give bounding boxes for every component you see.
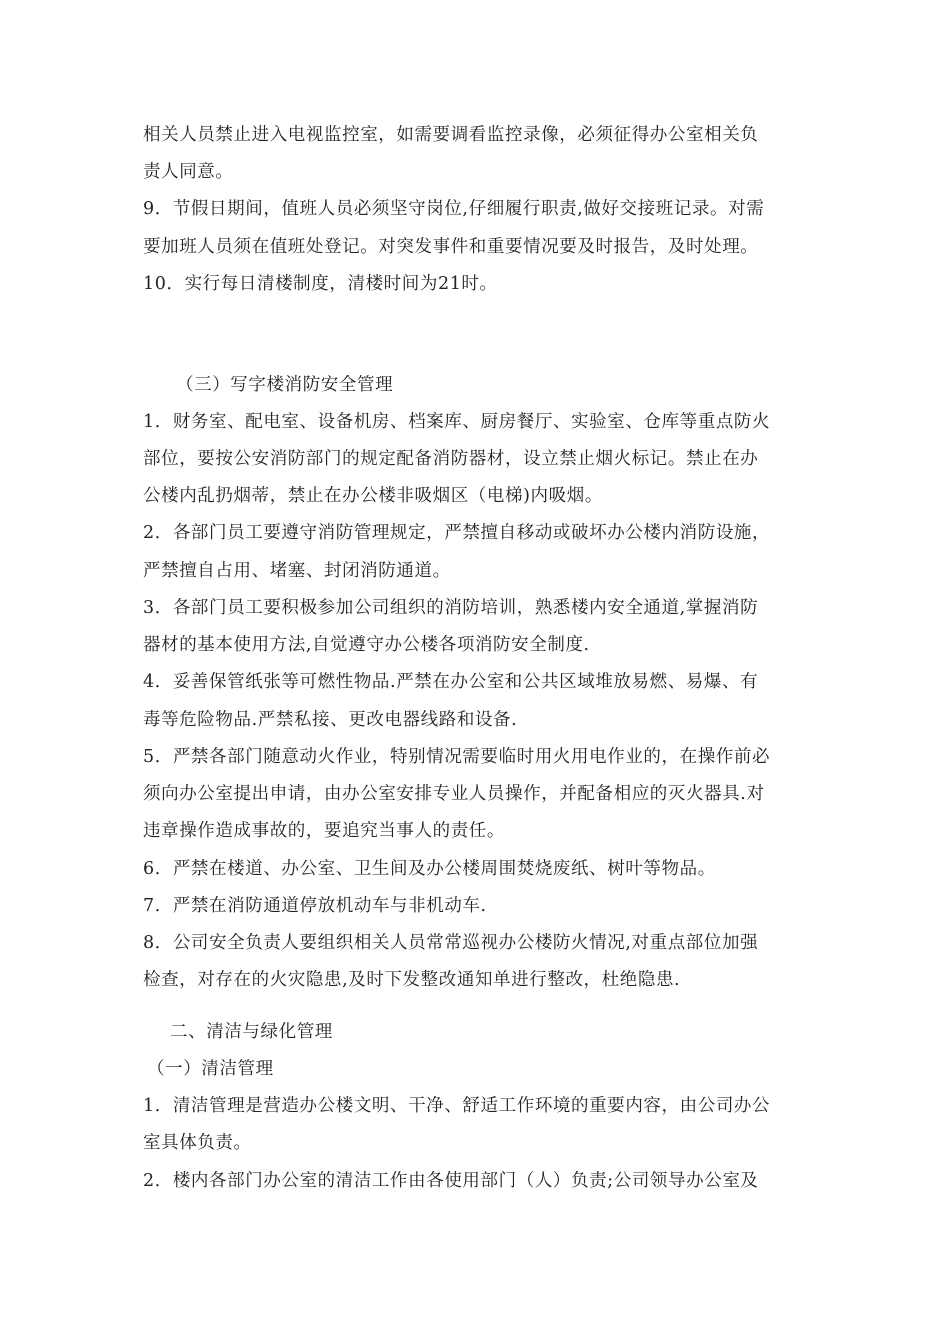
fire-item-1-line: 1．财务室、配电室、设备机房、档案库、厨房餐厅、实验室、仓库等重点防火 — [143, 412, 771, 432]
fire-item-5-line: 5．严禁各部门随意动火作业，特别情况需要临时用火用电作业的，在操作前必 — [143, 747, 771, 767]
fire-item-8-line: 8．公司安全负责人要组织相关人员常常巡视办公楼防火情况,对重点部位加强 — [143, 933, 759, 953]
clean-item-1-line: 室具体负责。 — [143, 1133, 252, 1153]
fire-item-3-line: 3．各部门员工要积极参加公司组织的消防培训，熟悉楼内安全通道,掌握消防 — [143, 598, 759, 618]
fire-item-1-line: 公楼内乱扔烟蒂，禁止在办公楼非吸烟区（电梯)内吸烟。 — [143, 486, 603, 506]
item-9-line: 9．节假日期间，值班人员必须坚守岗位,仔细履行职责,做好交接班记录。对需 — [143, 199, 765, 219]
fire-item-2-line: 严禁擅自占用、堵塞、封闭消防通道。 — [143, 561, 451, 581]
fire-item-6-line: 6．严禁在楼道、办公室、卫生间及办公楼周围焚烧废纸、树叶等物品。 — [143, 859, 716, 879]
chapter-heading: 二、清洁与绿化管理 — [170, 1022, 333, 1042]
fire-item-5-line: 违章操作造成事故的，要追究当事人的责任。 — [143, 821, 505, 841]
fire-item-5-line: 须向办公室提出申请，由办公室安排专业人员操作，并配备相应的灭火器具.对 — [143, 784, 765, 804]
clean-item-2-line: 2．楼内各部门办公室的清洁工作由各使用部门（人）负责;公司领导办公室及 — [143, 1171, 759, 1191]
paragraph-line: 相关人员禁止进入电视监控室，如需要调看监控录像，必须征得办公室相关负 — [143, 125, 759, 145]
subsection-heading: （一）清洁管理 — [147, 1059, 274, 1079]
fire-item-2-line: 2．各部门员工要遵守消防管理规定，严禁擅自移动或破坏办公楼内消防设施， — [143, 523, 771, 543]
fire-item-4-line: 4．妥善保管纸张等可燃性物品.严禁在办公室和公共区域堆放易燃、易爆、有 — [143, 672, 759, 692]
fire-item-4-line: 毒等危险物品.严禁私接、更改电器线路和设备. — [143, 710, 518, 730]
fire-item-7-line: 7．严禁在消防通道停放机动车与非机动车. — [143, 896, 487, 916]
fire-item-8-line: 检查，对存在的火灾隐患,及时下发整改通知单进行整改，杜绝隐患. — [143, 970, 681, 990]
fire-item-3-line: 器材的基本使用方法,自觉遵守办公楼各项消防安全制度. — [143, 635, 590, 655]
item-10-line: 10．实行每日清楼制度，清楼时间为21时。 — [143, 274, 498, 294]
clean-item-1-line: 1．清洁管理是营造办公楼文明、干净、舒适工作环境的重要内容，由公司办公 — [143, 1096, 771, 1116]
paragraph-line: 责人同意。 — [143, 162, 234, 182]
fire-item-1-line: 部位，要按公安消防部门的规定配备消防器材，设立禁止烟火标记。禁止在办 — [143, 449, 759, 469]
section-heading: （三）写字楼消防安全管理 — [176, 375, 394, 395]
item-9-line: 要加班人员须在值班处登记。对突发事件和重要情况要及时报告，及时处理。 — [143, 237, 759, 257]
